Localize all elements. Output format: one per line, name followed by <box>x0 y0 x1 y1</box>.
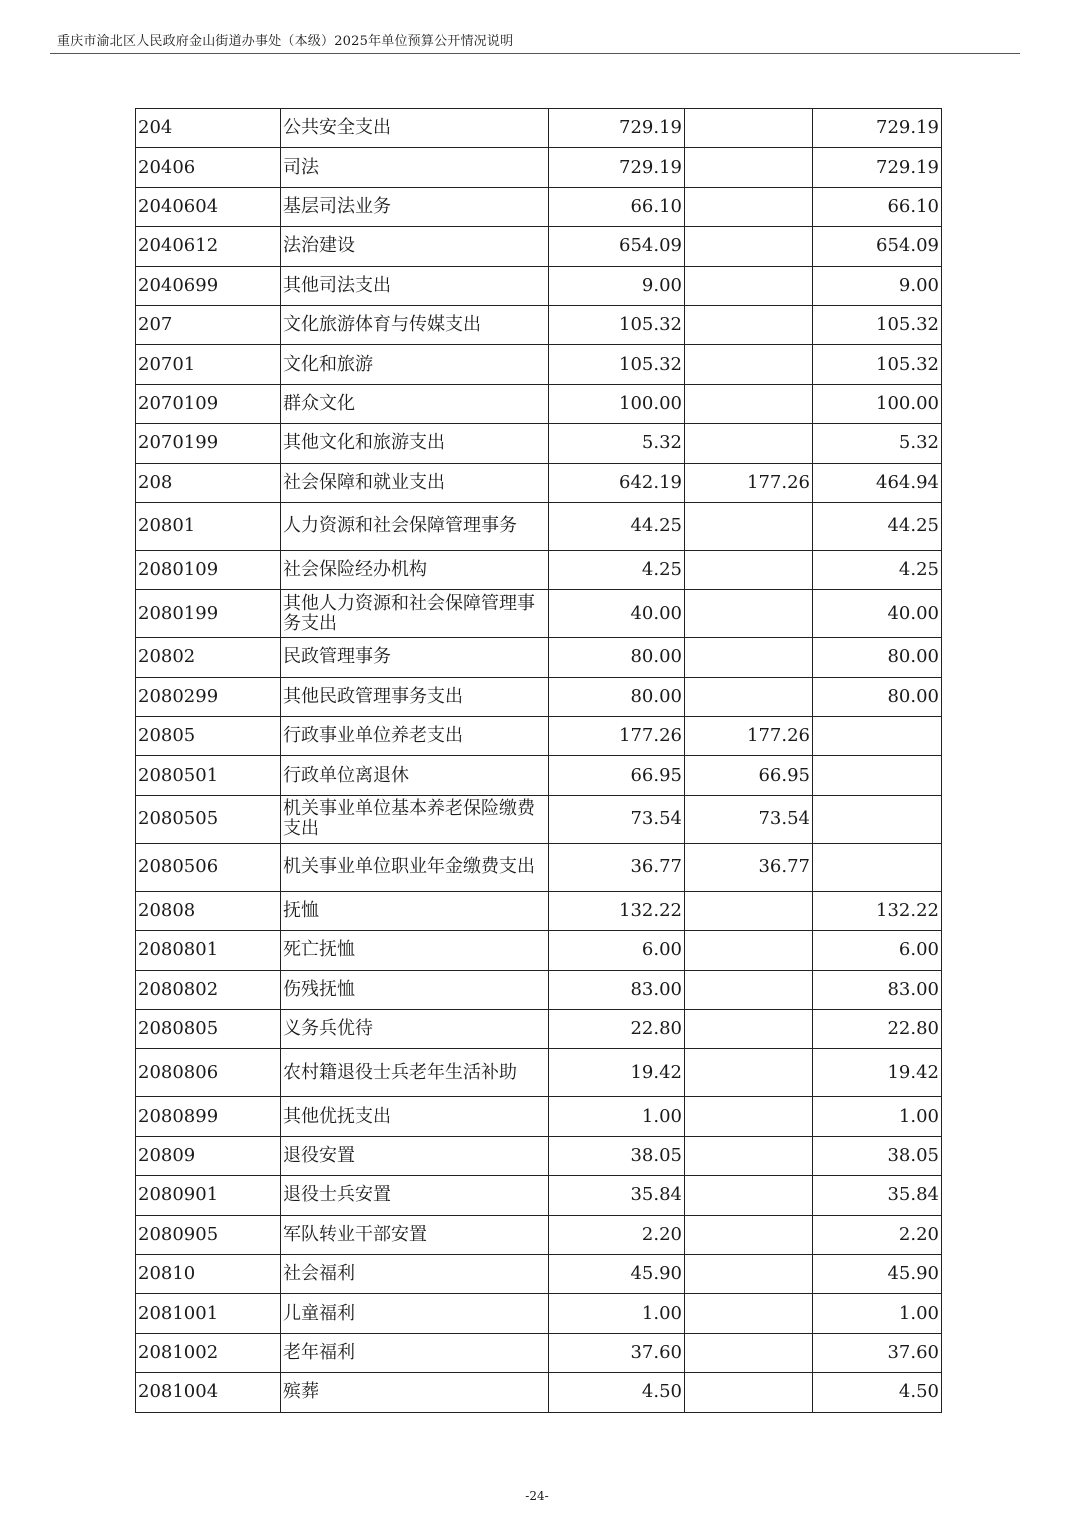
cell-project-expenditure <box>813 843 942 891</box>
page-number: -24- <box>525 1489 549 1503</box>
cell-basic-expenditure: 73.54 <box>685 795 813 843</box>
cell-project-expenditure: 5.32 <box>813 424 942 463</box>
cell-subject-code: 20802 <box>136 638 281 677</box>
cell-project-expenditure: 9.00 <box>813 266 942 305</box>
table-row <box>136 590 942 638</box>
cell-subject-code: 2080299 <box>136 677 281 716</box>
cell-total-amount: 40.00 <box>549 590 685 638</box>
cell-subject-name: 司法 <box>281 148 549 187</box>
cell-basic-expenditure <box>685 305 813 344</box>
cell-basic-expenditure <box>685 227 813 266</box>
cell-total-amount: 44.25 <box>549 502 685 550</box>
cell-total-amount: 45.90 <box>549 1254 685 1293</box>
cell-subject-code: 20406 <box>136 148 281 187</box>
cell-subject-code: 2081004 <box>136 1373 281 1412</box>
cell-subject-code: 20808 <box>136 891 281 930</box>
cell-project-expenditure: 80.00 <box>813 677 942 716</box>
cell-subject-code: 2080905 <box>136 1215 281 1254</box>
cell-total-amount: 105.32 <box>549 345 685 384</box>
cell-subject-name: 军队转业干部安置 <box>281 1215 549 1254</box>
cell-subject-name: 行政单位离退休 <box>281 756 549 795</box>
cell-total-amount: 1.00 <box>549 1097 685 1136</box>
cell-project-expenditure: 37.60 <box>813 1333 942 1372</box>
cell-subject-code: 20805 <box>136 717 281 756</box>
cell-basic-expenditure: 66.95 <box>685 756 813 795</box>
cell-subject-code: 2080505 <box>136 795 281 843</box>
cell-basic-expenditure <box>685 891 813 930</box>
table-row <box>136 1333 942 1372</box>
cell-subject-name: 其他民政管理事务支出 <box>281 677 549 716</box>
cell-subject-code: 204 <box>136 109 281 148</box>
cell-subject-code: 207 <box>136 305 281 344</box>
cell-basic-expenditure <box>685 1049 813 1097</box>
cell-project-expenditure: 729.19 <box>813 109 942 148</box>
cell-project-expenditure: 19.42 <box>813 1049 942 1097</box>
table-row <box>136 843 942 891</box>
cell-subject-code: 2070109 <box>136 384 281 423</box>
cell-basic-expenditure <box>685 187 813 226</box>
cell-basic-expenditure <box>685 1294 813 1333</box>
table-row <box>136 550 942 589</box>
cell-total-amount: 37.60 <box>549 1333 685 1372</box>
table-row <box>136 187 942 226</box>
cell-basic-expenditure <box>685 931 813 970</box>
cell-total-amount: 642.19 <box>549 463 685 502</box>
cell-total-amount: 4.50 <box>549 1373 685 1412</box>
cell-total-amount: 73.54 <box>549 795 685 843</box>
cell-basic-expenditure <box>685 550 813 589</box>
table-row <box>136 1294 942 1333</box>
cell-basic-expenditure <box>685 1136 813 1175</box>
cell-subject-name: 基层司法业务 <box>281 187 549 226</box>
cell-basic-expenditure <box>685 638 813 677</box>
table-row <box>136 463 942 502</box>
cell-subject-code: 2080199 <box>136 590 281 638</box>
cell-project-expenditure: 40.00 <box>813 590 942 638</box>
cell-total-amount: 654.09 <box>549 227 685 266</box>
cell-basic-expenditure <box>685 1097 813 1136</box>
cell-project-expenditure: 22.80 <box>813 1010 942 1049</box>
cell-subject-code: 208 <box>136 463 281 502</box>
cell-project-expenditure: 132.22 <box>813 891 942 930</box>
cell-basic-expenditure <box>685 502 813 550</box>
cell-project-expenditure: 80.00 <box>813 638 942 677</box>
cell-subject-code: 20701 <box>136 345 281 384</box>
cell-project-expenditure: 1.00 <box>813 1097 942 1136</box>
cell-subject-name: 社会保障和就业支出 <box>281 463 549 502</box>
cell-total-amount: 80.00 <box>549 638 685 677</box>
cell-subject-name: 其他文化和旅游支出 <box>281 424 549 463</box>
cell-total-amount: 66.10 <box>549 187 685 226</box>
cell-subject-name: 人力资源和社会保障管理事务 <box>281 502 549 550</box>
table-row <box>136 305 942 344</box>
cell-project-expenditure <box>813 717 942 756</box>
cell-subject-code: 2080801 <box>136 931 281 970</box>
cell-subject-name: 行政事业单位养老支出 <box>281 717 549 756</box>
cell-basic-expenditure: 36.77 <box>685 843 813 891</box>
cell-total-amount: 2.20 <box>549 1215 685 1254</box>
table-row <box>136 717 942 756</box>
cell-subject-name: 老年福利 <box>281 1333 549 1372</box>
cell-subject-code: 20810 <box>136 1254 281 1293</box>
cell-basic-expenditure: 177.26 <box>685 463 813 502</box>
cell-project-expenditure: 654.09 <box>813 227 942 266</box>
cell-project-expenditure: 729.19 <box>813 148 942 187</box>
cell-total-amount: 177.26 <box>549 717 685 756</box>
cell-subject-code: 2080506 <box>136 843 281 891</box>
cell-total-amount: 19.42 <box>549 1049 685 1097</box>
cell-total-amount: 5.32 <box>549 424 685 463</box>
cell-subject-code: 2080899 <box>136 1097 281 1136</box>
table-row <box>136 384 942 423</box>
cell-subject-code: 2070199 <box>136 424 281 463</box>
table-row <box>136 1373 942 1412</box>
cell-project-expenditure: 38.05 <box>813 1136 942 1175</box>
cell-total-amount: 80.00 <box>549 677 685 716</box>
table-row <box>136 345 942 384</box>
cell-subject-name: 伤残抚恤 <box>281 970 549 1009</box>
cell-subject-name: 退役士兵安置 <box>281 1176 549 1215</box>
cell-total-amount: 35.84 <box>549 1176 685 1215</box>
cell-project-expenditure: 105.32 <box>813 345 942 384</box>
cell-subject-name: 其他司法支出 <box>281 266 549 305</box>
cell-total-amount: 36.77 <box>549 843 685 891</box>
cell-total-amount: 729.19 <box>549 148 685 187</box>
cell-project-expenditure: 2.20 <box>813 1215 942 1254</box>
cell-basic-expenditure <box>685 1176 813 1215</box>
cell-total-amount: 729.19 <box>549 109 685 148</box>
table-row <box>136 756 942 795</box>
cell-subject-code: 2080501 <box>136 756 281 795</box>
cell-project-expenditure: 1.00 <box>813 1294 942 1333</box>
cell-project-expenditure: 66.10 <box>813 187 942 226</box>
cell-project-expenditure <box>813 795 942 843</box>
table-row <box>136 424 942 463</box>
cell-total-amount: 6.00 <box>549 931 685 970</box>
table-row <box>136 891 942 930</box>
table-row <box>136 266 942 305</box>
table-row <box>136 502 942 550</box>
cell-subject-name: 文化和旅游 <box>281 345 549 384</box>
cell-subject-code: 2040612 <box>136 227 281 266</box>
cell-project-expenditure: 4.25 <box>813 550 942 589</box>
cell-subject-code: 2040699 <box>136 266 281 305</box>
cell-basic-expenditure <box>685 1215 813 1254</box>
cell-basic-expenditure <box>685 1333 813 1372</box>
table-row <box>136 970 942 1009</box>
cell-project-expenditure: 6.00 <box>813 931 942 970</box>
cell-subject-code: 2040604 <box>136 187 281 226</box>
cell-total-amount: 1.00 <box>549 1294 685 1333</box>
cell-project-expenditure: 4.50 <box>813 1373 942 1412</box>
cell-basic-expenditure <box>685 384 813 423</box>
cell-subject-name: 机关事业单位职业年金缴费支出 <box>281 843 549 891</box>
table-row <box>136 638 942 677</box>
table-row <box>136 931 942 970</box>
cell-subject-name: 殡葬 <box>281 1373 549 1412</box>
table-row <box>136 1136 942 1175</box>
cell-project-expenditure <box>813 756 942 795</box>
cell-subject-name: 社会保险经办机构 <box>281 550 549 589</box>
cell-subject-code: 2080802 <box>136 970 281 1009</box>
cell-total-amount: 105.32 <box>549 305 685 344</box>
table-row <box>136 795 942 843</box>
cell-basic-expenditure <box>685 424 813 463</box>
cell-subject-name: 机关事业单位基本养老保险缴费支出 <box>281 795 549 843</box>
cell-total-amount: 66.95 <box>549 756 685 795</box>
cell-subject-name: 其他人力资源和社会保障管理事务支出 <box>281 590 549 638</box>
table-row <box>136 1049 942 1097</box>
cell-basic-expenditure <box>685 148 813 187</box>
cell-subject-name: 抚恤 <box>281 891 549 930</box>
cell-subject-name: 农村籍退役士兵老年生活补助 <box>281 1049 549 1097</box>
cell-project-expenditure: 100.00 <box>813 384 942 423</box>
table-row <box>136 1097 942 1136</box>
page-header-title: 重庆市渝北区人民政府金山街道办事处（本级）2025年单位预算公开情况说明 <box>57 34 514 49</box>
cell-total-amount: 9.00 <box>549 266 685 305</box>
cell-basic-expenditure <box>685 1010 813 1049</box>
cell-basic-expenditure: 177.26 <box>685 717 813 756</box>
cell-basic-expenditure <box>685 266 813 305</box>
cell-subject-name: 义务兵优待 <box>281 1010 549 1049</box>
cell-subject-code: 2081002 <box>136 1333 281 1372</box>
cell-project-expenditure: 464.94 <box>813 463 942 502</box>
cell-basic-expenditure <box>685 677 813 716</box>
cell-subject-name: 文化旅游体育与传媒支出 <box>281 305 549 344</box>
cell-basic-expenditure <box>685 1254 813 1293</box>
cell-subject-code: 2080806 <box>136 1049 281 1097</box>
cell-subject-name: 社会福利 <box>281 1254 549 1293</box>
cell-subject-name: 公共安全支出 <box>281 109 549 148</box>
cell-subject-code: 2081001 <box>136 1294 281 1333</box>
cell-total-amount: 100.00 <box>549 384 685 423</box>
cell-total-amount: 83.00 <box>549 970 685 1009</box>
cell-subject-code: 2080805 <box>136 1010 281 1049</box>
table-row <box>136 227 942 266</box>
cell-total-amount: 22.80 <box>549 1010 685 1049</box>
budget-expenditure-table <box>135 108 942 1413</box>
cell-subject-name: 民政管理事务 <box>281 638 549 677</box>
cell-project-expenditure: 105.32 <box>813 305 942 344</box>
table-row <box>136 1215 942 1254</box>
table-row <box>136 109 942 148</box>
cell-basic-expenditure <box>685 590 813 638</box>
cell-subject-name: 死亡抚恤 <box>281 931 549 970</box>
cell-project-expenditure: 44.25 <box>813 502 942 550</box>
cell-basic-expenditure <box>685 109 813 148</box>
cell-subject-name: 法治建设 <box>281 227 549 266</box>
cell-subject-name: 群众文化 <box>281 384 549 423</box>
table-row <box>136 148 942 187</box>
cell-total-amount: 38.05 <box>549 1136 685 1175</box>
table-row <box>136 1010 942 1049</box>
cell-subject-code: 2080109 <box>136 550 281 589</box>
cell-basic-expenditure <box>685 1373 813 1412</box>
header-divider <box>50 53 1020 54</box>
cell-total-amount: 132.22 <box>549 891 685 930</box>
cell-subject-code: 2080901 <box>136 1176 281 1215</box>
table-row <box>136 1254 942 1293</box>
cell-subject-name: 退役安置 <box>281 1136 549 1175</box>
cell-subject-code: 20809 <box>136 1136 281 1175</box>
cell-subject-code: 20801 <box>136 502 281 550</box>
cell-total-amount: 4.25 <box>549 550 685 589</box>
cell-basic-expenditure <box>685 345 813 384</box>
cell-project-expenditure: 83.00 <box>813 970 942 1009</box>
cell-project-expenditure: 35.84 <box>813 1176 942 1215</box>
cell-project-expenditure: 45.90 <box>813 1254 942 1293</box>
cell-basic-expenditure <box>685 970 813 1009</box>
table-row <box>136 1176 942 1215</box>
cell-subject-name: 儿童福利 <box>281 1294 549 1333</box>
table-row <box>136 677 942 716</box>
cell-subject-name: 其他优抚支出 <box>281 1097 549 1136</box>
